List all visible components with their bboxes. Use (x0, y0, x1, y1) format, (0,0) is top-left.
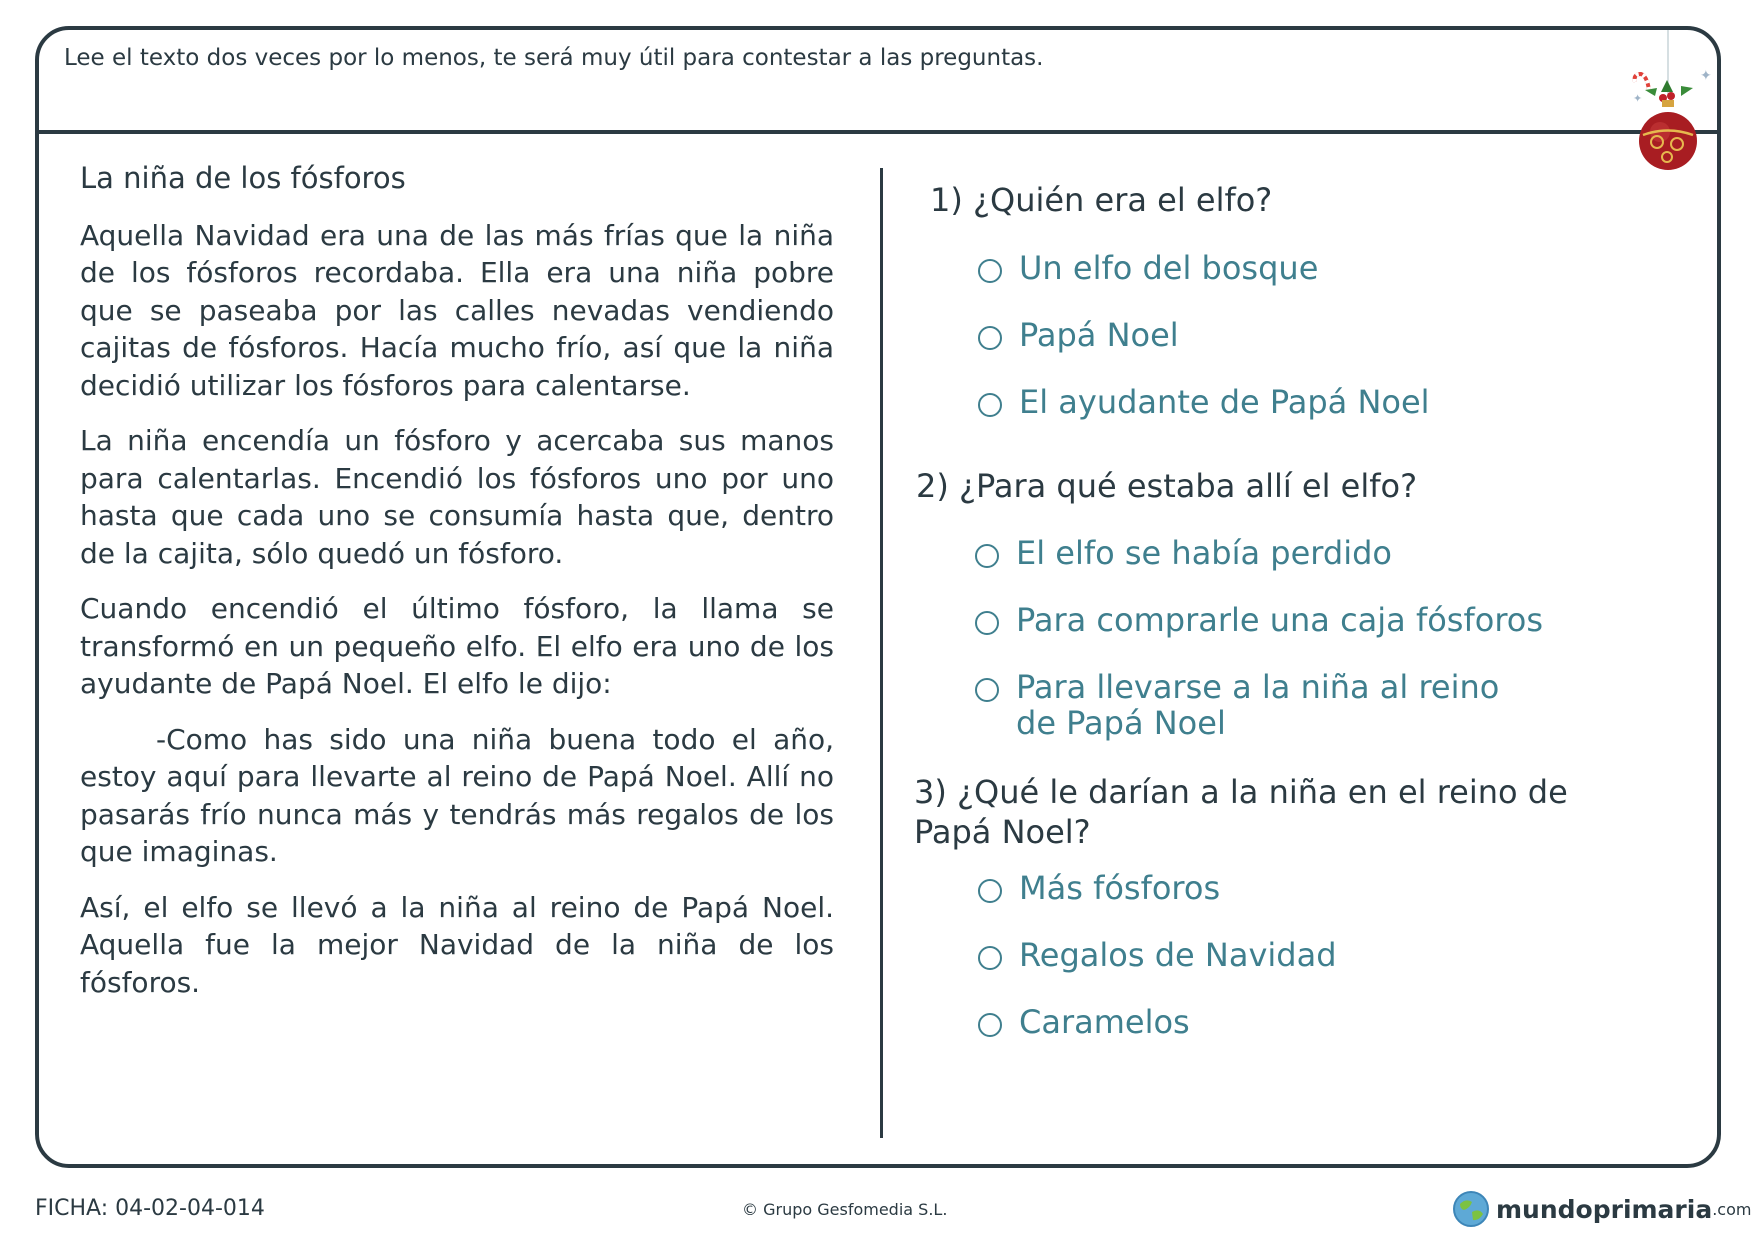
story-column (80, 160, 834, 1019)
option-label: Para llevarse a la niña al reino de Papá Noel (1016, 668, 1500, 742)
radio-button[interactable] (978, 879, 1002, 903)
radio-button[interactable] (978, 393, 1002, 417)
question-3-option-1[interactable] (978, 870, 1698, 906)
question-2: 2) ¿Para qué estaba allí el elfo? (916, 467, 1418, 505)
option-label: Más fósforos (1019, 869, 1221, 907)
globe-logo-icon (1452, 1190, 1490, 1228)
svg-text:✦: ✦ (1633, 92, 1643, 105)
radio-button[interactable] (978, 326, 1002, 350)
question-1-option-1[interactable] (978, 250, 1698, 286)
story-paragraph: -Como has sido una niña buena todo el año, estoy aquí para llevarte al reino de Papá Noel. Allí no pasarás frío nunca más y tendrás más regalos de los que imaginas. (80, 722, 834, 869)
radio-button[interactable] (975, 678, 999, 702)
option-label: Regalos de Navidad (1019, 936, 1337, 974)
option-label: El elfo se había perdido (1016, 534, 1392, 572)
option-label: Un elfo del bosque (1019, 249, 1319, 287)
instructions-text: Lee el texto dos veces por lo menos, te será muy útil para contestar a las preguntas. (64, 45, 1044, 71)
copyright-text: © Grupo Gesfomedia S.L. (742, 1200, 948, 1219)
radio-button[interactable] (978, 259, 1002, 283)
header-divider (35, 130, 1721, 134)
question-3-option-3[interactable] (978, 1004, 1698, 1040)
svg-text:✦: ✦ (1700, 68, 1712, 84)
question-2-option-1[interactable] (975, 535, 1695, 571)
column-divider (880, 168, 883, 1138)
option-label: Para comprarle una caja fósforos (1016, 601, 1544, 639)
logo-wordmark: mundoprimaria (1496, 1194, 1713, 1224)
christmas-ornament-icon (1615, 30, 1725, 178)
radio-button[interactable] (978, 1013, 1002, 1037)
question-1: 1) ¿Quién era el elfo? (930, 181, 1273, 219)
story-paragraph: Aquella Navidad era una de las más frías que la niña de los fósforos recordaba. Ella era una niña pobre que se paseaba por las calles nevadas vendiendo cajitas de fósforos. Hacía mucho frío, así que la niña decidió utilizar los fósforos para calentarse. (80, 218, 834, 402)
radio-button[interactable] (975, 611, 999, 635)
question-1-option-2[interactable] (978, 317, 1698, 353)
story-paragraph: La niña encendía un fósforo y acercaba sus manos para calentarlas. Encendió los fósforos uno por uno hasta que cada uno se consumía hasta que, dentro de la cajita, sólo quedó un fósforo. (80, 424, 834, 570)
question-3-option-2[interactable] (978, 937, 1698, 973)
option-label: Papá Noel (1019, 316, 1179, 354)
option-label: El ayudante de Papá Noel (1019, 383, 1430, 421)
radio-button[interactable] (975, 544, 999, 568)
option-label: Caramelos (1019, 1003, 1190, 1041)
question-3: 3) ¿Qué le darían a la niña en el reino de Papá Noel? (914, 773, 1568, 851)
mundoprimaria-logo[interactable] (1452, 1190, 1751, 1228)
logo-suffix: .com (1712, 1199, 1752, 1219)
story-paragraph: Así, el elfo se llevó a la niña al reino de Papá Noel. Aquella fue la mejor Navidad de la niña de los fósforos. (80, 890, 834, 999)
ficha-code: FICHA: 04-02-04-014 (35, 1196, 265, 1221)
question-2-option-2[interactable] (975, 602, 1695, 638)
story-paragraph: Cuando encendió el último fósforo, la llama se transformó en un pequeño elfo. El elfo era uno de los ayudante de Papá Noel. El elfo le dijo: (80, 592, 834, 701)
question-1-option-3[interactable] (978, 384, 1698, 420)
story-title: La niña de los fósforos (80, 161, 406, 195)
question-2-option-3[interactable] (975, 669, 1535, 741)
radio-button[interactable] (978, 946, 1002, 970)
